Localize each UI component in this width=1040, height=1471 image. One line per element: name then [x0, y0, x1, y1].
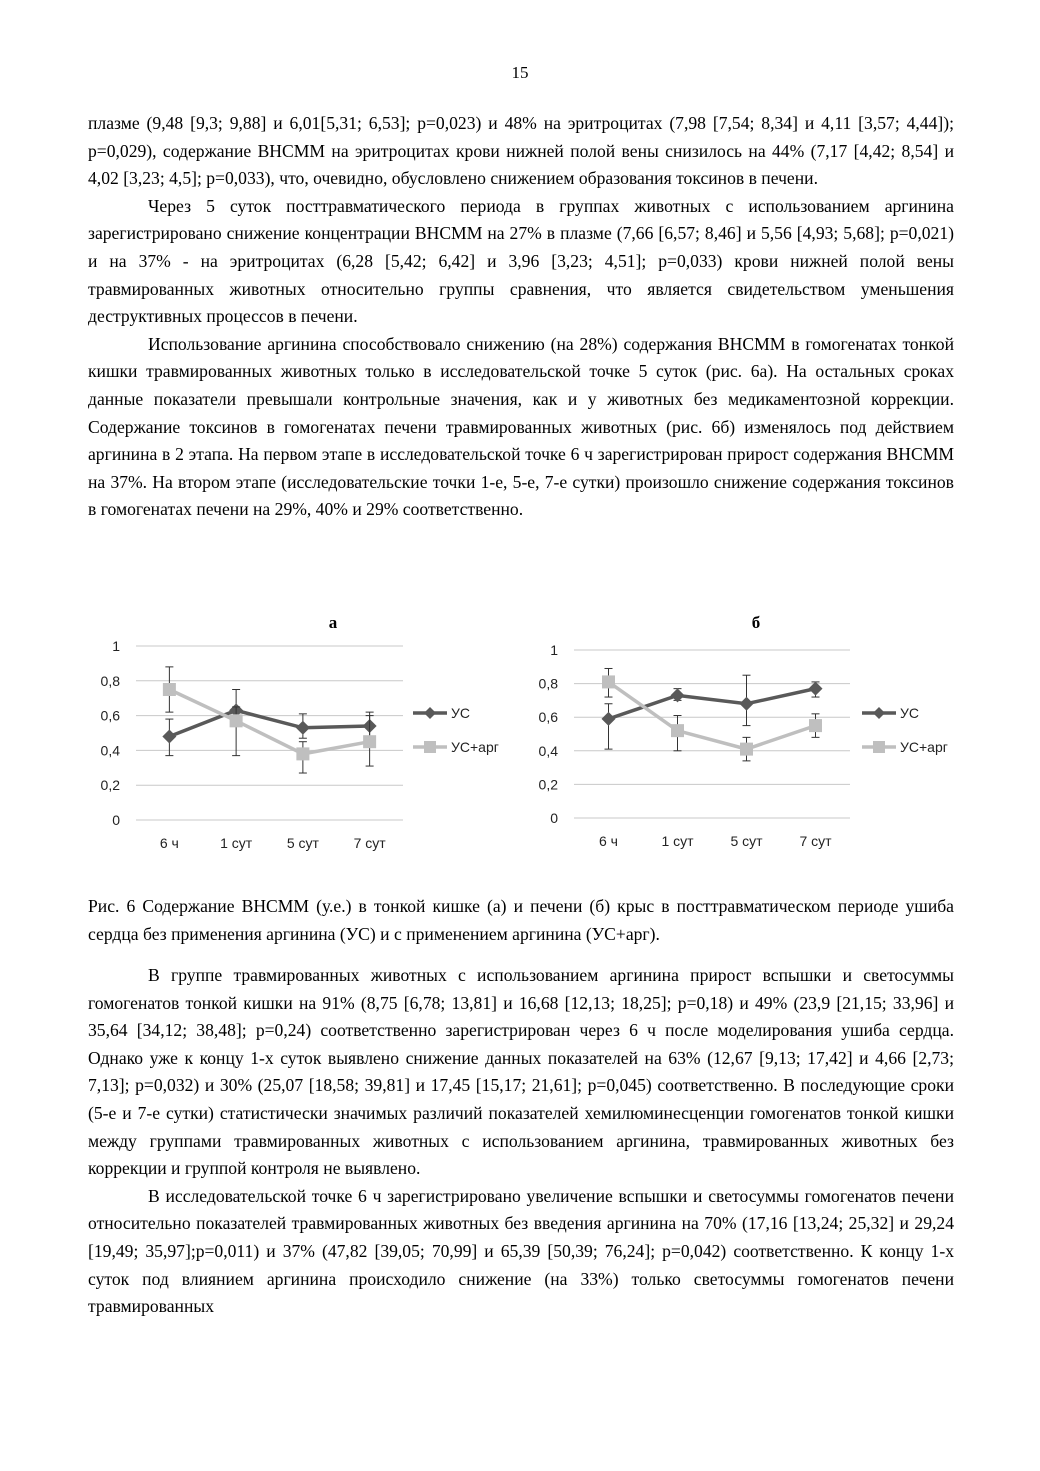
- x-tick-label: 1 сут: [220, 835, 253, 851]
- data-point-diamond: [162, 729, 176, 743]
- x-tick-label: 5 сут: [286, 835, 319, 851]
- chart-title: а: [328, 613, 338, 632]
- y-tick-label: 1: [112, 638, 120, 654]
- y-tick-label: 0,2: [100, 777, 120, 794]
- figure-caption: Рис. 6 Содержание ВНСММ (у.е.) в тонкой кишке (а) и печени (б) крыс в посттравматическом периоде ушиба сердца без применения аргинина (УС) и с применением аргинина (УС+арг).: [88, 896, 954, 944]
- data-point-square: [671, 724, 684, 737]
- paragraph: Использование аргинина способствовало снижению (на 28%) содержания ВНСММ в гомогенатах тонкой кишки травмированных животных только в исследовательской точке 5 суток (рис. 6а). На остальных сроках данные показатели превышали контрольные значения, как и у животных без медикаментозной коррекции. Содержание токсинов в гомогенатах печени травмированных животных (рис. 6б) изменялось под действием аргинина в 2 этапа. На первом этапе в исследовательской точке 6 ч зарегистрирован прирост содержания ВНСММ на 37%. На втором этапе (исследовательские точки 1-е, 5-е, 7-е сутки) произошло снижение содержания токсинов в гомогенатах печени на 29%, 40% и 29% соответственно.: [88, 333, 954, 520]
- data-point-diamond: [602, 712, 616, 726]
- legend-label: УС+арг: [900, 739, 948, 755]
- y-tick-label: 0,8: [538, 675, 558, 692]
- data-point-square: [740, 743, 753, 756]
- series-line: [169, 710, 369, 736]
- legend-marker: [873, 707, 885, 719]
- data-point-diamond: [740, 697, 754, 711]
- x-tick-label: 6 ч: [159, 835, 179, 851]
- y-tick-label: 0,6: [100, 707, 120, 724]
- legend-marker: [873, 741, 885, 753]
- data-point-diamond: [671, 688, 685, 702]
- paragraph: плазме (9,48 [9,3; 9,88] и 6,01[5,31; 6,53]; p=0,023) и 48% на эритроцитах (7,98 [7,54; 8,34] и 4,11 [3,57; 4,44]); p=0,029), содержание ВНСММ на эритроцитах крови нижней полой вены снизилось на 44% (7,17 [4,42; 8,54] и 4,02 [3,23; 4,5]; p=0,033), что, очевидно, обусловлено снижением образования токсинов в печени.: [88, 113, 954, 189]
- x-tick-label: 5 сут: [730, 833, 763, 849]
- legend-label: УС: [451, 705, 471, 721]
- paragraph: В группе травмированных животных с использованием аргинина прирост вспышки и светосуммы гомогенатов тонкой кишки на 91% (8,75 [6,78; 13,81] и 16,68 [12,13; 18,25]; p=0,18) и 49% (23,9 [21,15; 33,96] и 35,64 [34,12; 38,48]; p=0,24) соответственно зарегистрирован через 6 ч после моделирования ушиба сердца. Однако уже к концу 1-х суток выявлено снижение данных показателей на 63% (12,67 [9,13; 17,42] и 4,66 [2,73; 7,13]; p=0,032) и 30% (25,07 [18,58; 39,81] и 17,45 [15,17; 21,61]; p=0,045) соответственно. В последующие сроки (5-е и 7-е сутки) статистически значимых различий показателей хемилюминесценции гомогенатов тонкой кишки между группами травмированных животных с использованием аргинина, травмированных животных без коррекции и группой контроля не выявлено.: [88, 965, 954, 1179]
- paragraph: В исследовательской точке 6 ч зарегистрировано увеличение вспышки и светосуммы гомогенатов печени относительно показателей травмированных животных без введения аргинина на 70% (17,16 [13,24; 25,32] и 29,24 [19,49; 35,97];p=0,011) и 37% (47,82 [39,05; 70,99] и 65,39 [50,39; 76,24]; p=0,042) соответственно. К концу 1-х суток под влиянием аргинина происходило снижение (на 33%) только светосуммы гомогенатов печени травмированных: [88, 1185, 954, 1317]
- body-text-bottom: [88, 962, 954, 1321]
- data-point-square: [809, 719, 822, 732]
- chart-b: [518, 602, 968, 872]
- y-tick-label: 0,4: [538, 742, 558, 759]
- y-tick-label: 1: [550, 642, 558, 658]
- chart-a: [88, 602, 518, 872]
- series-line: [609, 682, 816, 749]
- y-tick-label: 0,8: [100, 672, 120, 689]
- x-tick-label: 7 сут: [799, 833, 832, 849]
- y-tick-label: 0,2: [538, 776, 558, 793]
- legend-label: УС+арг: [451, 739, 499, 755]
- legend-marker: [424, 741, 436, 753]
- data-point-square: [602, 675, 615, 688]
- paragraph: Через 5 суток посттравматического периода в группах животных с использованием аргинина зарегистрировано снижение концентрации ВНСММ на 27% в плазме (7,66 [6,57; 8,46] и 5,56 [4,93; 5,68]; p=0,021) и на 37% - на эритроцитах (6,28 [5,42; 6,42] и 3,96 [3,23; 4,51]; p=0,033) крови нижней полой вены травмированных животных относительно группы сравнения, что является свидетельством уменьшения деструктивных процессов в печени.: [88, 195, 954, 327]
- y-tick-label: 0: [550, 810, 558, 826]
- figure-6: [88, 602, 968, 872]
- y-tick-label: 0: [112, 812, 120, 828]
- data-point-diamond: [296, 721, 310, 735]
- body-text-top: [88, 110, 954, 524]
- chart-title: б: [751, 613, 761, 632]
- data-point-square: [296, 747, 309, 760]
- x-tick-label: 6 ч: [599, 833, 618, 849]
- x-tick-label: 1 сут: [661, 833, 694, 849]
- y-tick-label: 0,4: [100, 742, 120, 759]
- data-point-square: [163, 683, 176, 696]
- legend-label: УС: [900, 705, 920, 721]
- data-point-square: [230, 714, 243, 727]
- data-point-square: [363, 735, 376, 748]
- series-line: [169, 690, 369, 754]
- legend-marker: [424, 707, 436, 719]
- x-tick-label: 7 сут: [353, 835, 386, 851]
- y-tick-label: 0,6: [538, 709, 558, 726]
- page-number: 15: [511, 63, 529, 82]
